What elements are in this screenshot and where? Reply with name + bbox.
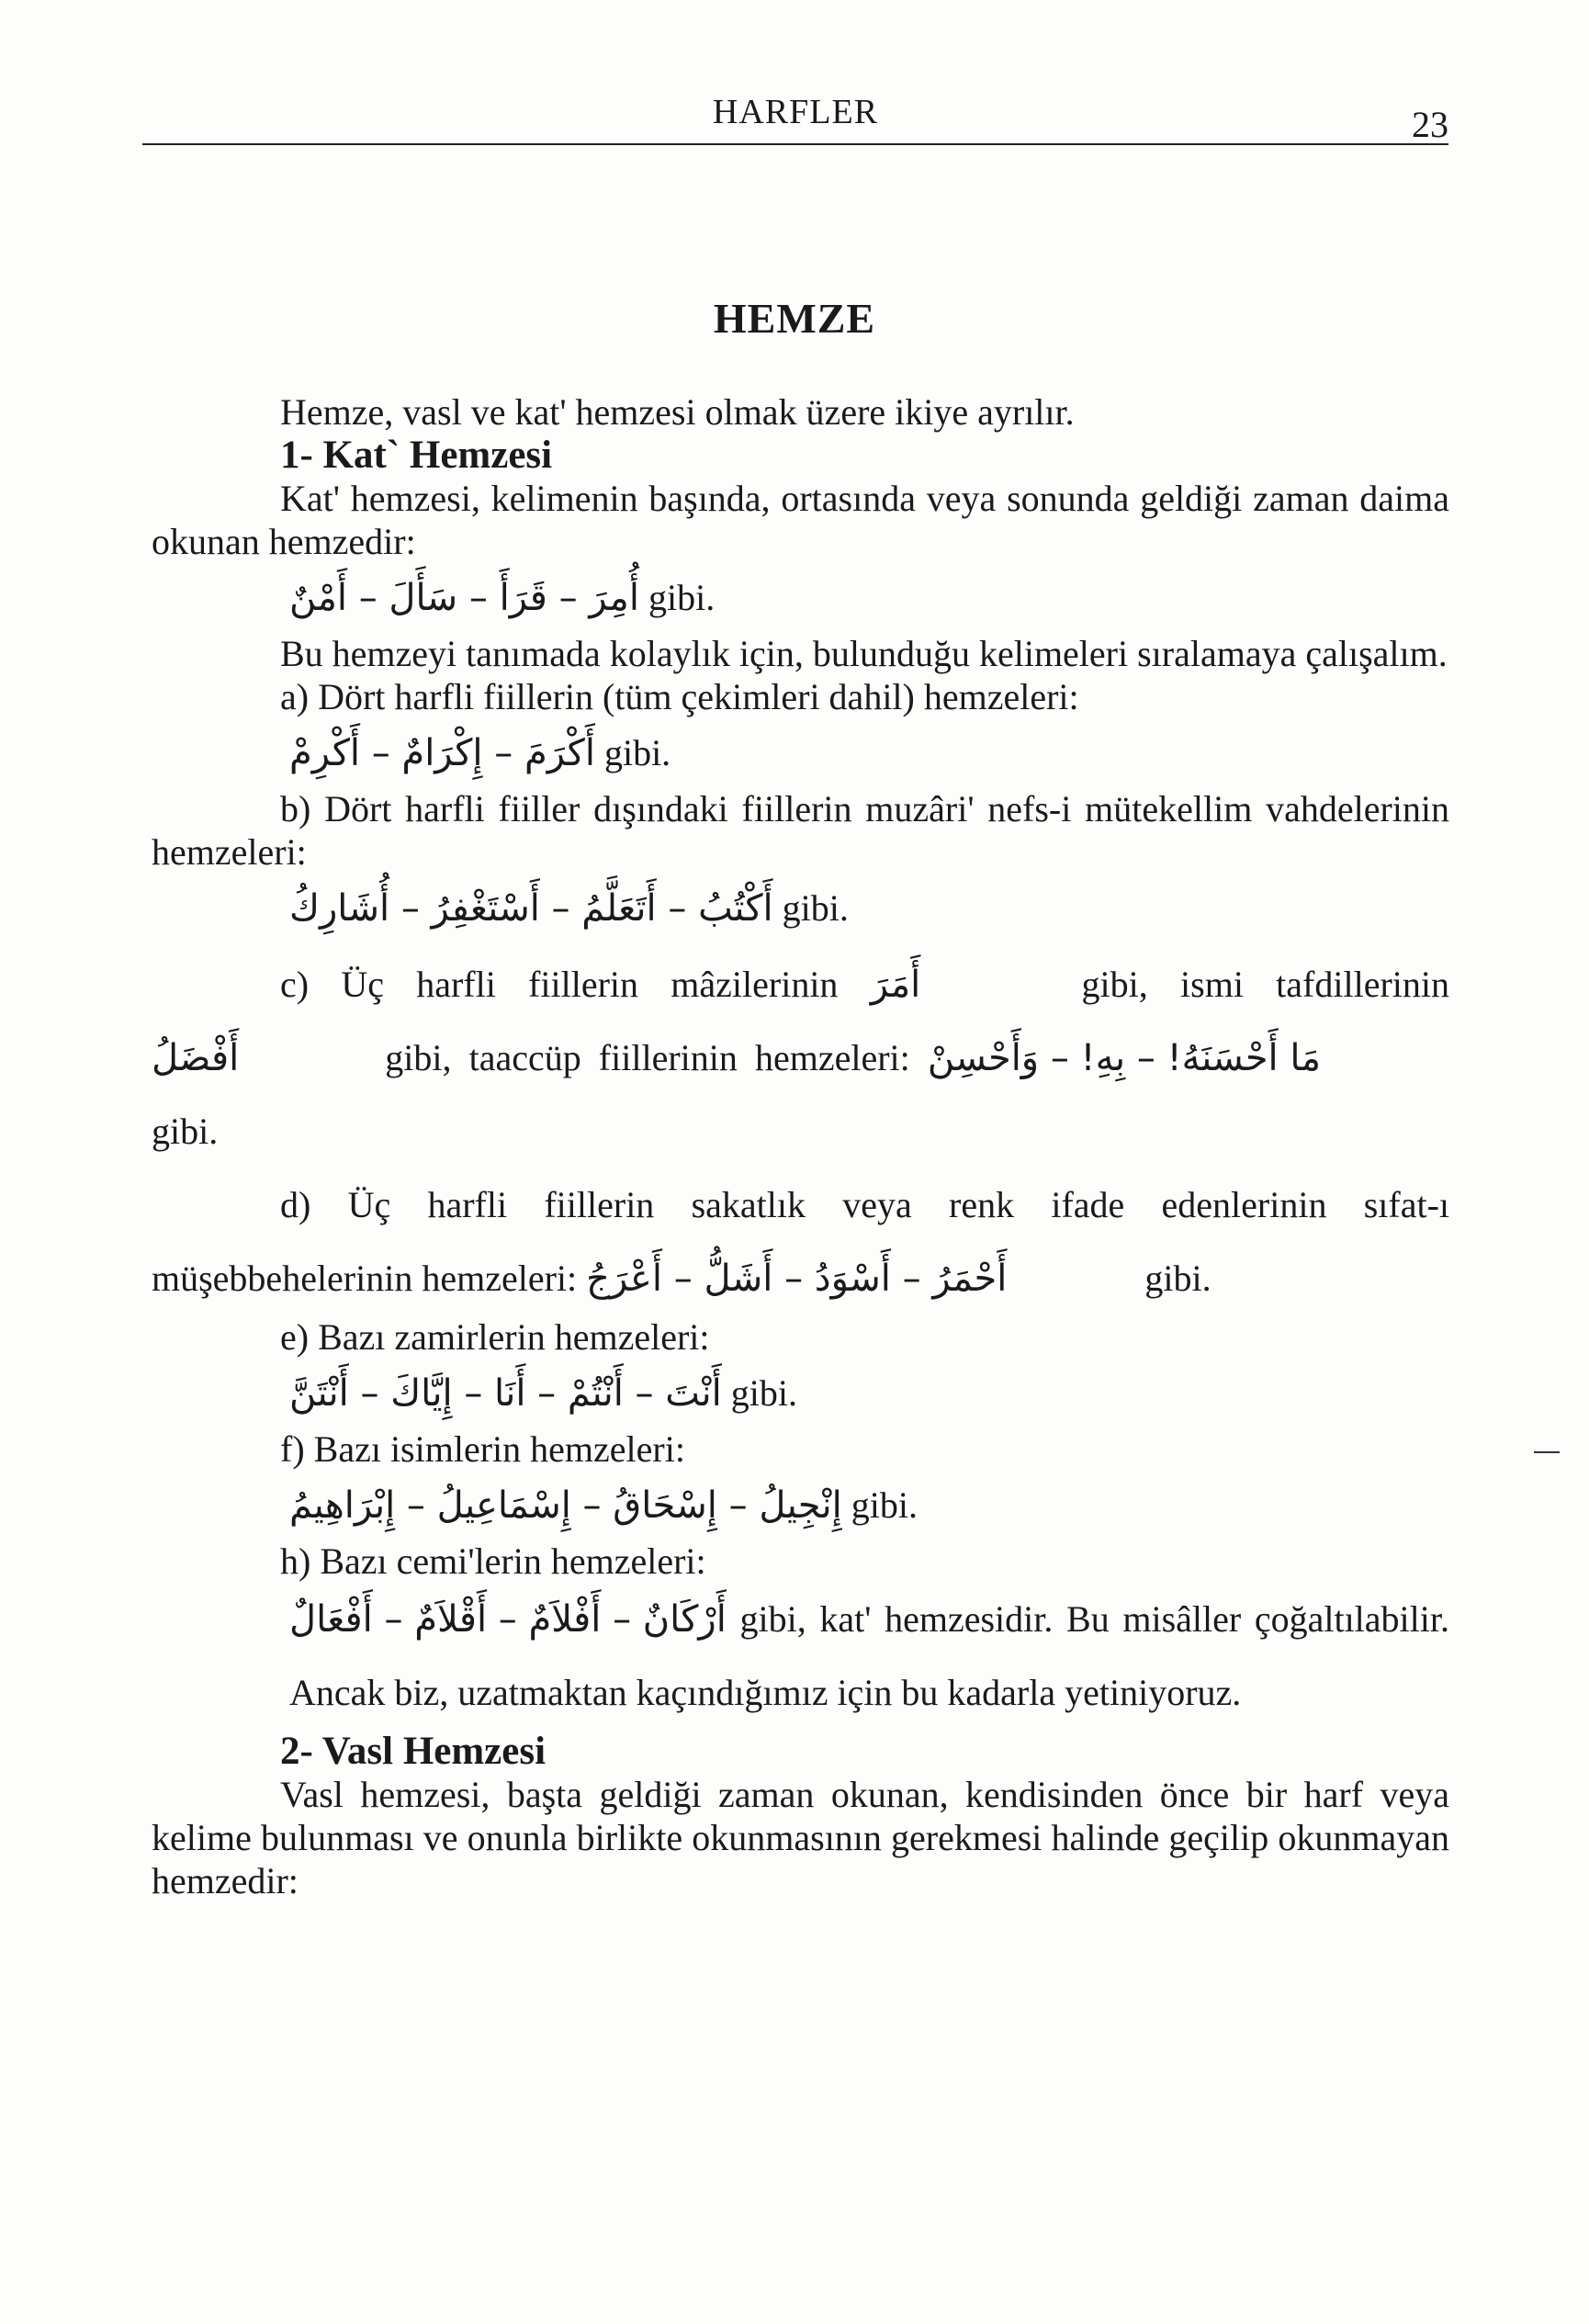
item-c-text-3: gibi, taaccüp fiillerinin hemzeleri:	[385, 1037, 910, 1078]
section-title: HEMZE	[713, 295, 876, 342]
arabic-example-c1: أَمَرَ	[870, 964, 921, 1006]
item-a-example	[152, 718, 1449, 787]
item-c-text-2: gibi, ismi tafdillerinin	[1081, 964, 1449, 1005]
item-c-paragraph	[152, 948, 1449, 1168]
arabic-example-b: أَكْتُبُ – أَتَعَلَّمُ – أَسْتَغْفِرُ – أُشَارِكُ	[289, 887, 773, 930]
arabic-example-e: أَنْتَ – أَنْتُمْ – أَنَا – إِيَّاكَ – أَنْتَنَّ	[289, 1372, 722, 1415]
item-e-example	[152, 1359, 1449, 1427]
item-e-text: e) Bazı zamirlerin hemzeleri:	[280, 1316, 710, 1358]
arabic-example-h: أَرْكَانٌ – أَفْلاَمٌ – أَقْلاَمٌ – أَفْعَالٌ	[289, 1598, 727, 1641]
item-f-example	[152, 1471, 1449, 1540]
example-line-1	[152, 563, 1449, 632]
page-number: 23	[1412, 104, 1448, 145]
item-a-text: a) Dört harfli fiillerin (tüm çekimleri dahil) hemzeleri:	[280, 676, 1079, 717]
arabic-example-a: أَكْرَمَ – إِكْرَامٌ – أَكْرِمْ	[289, 732, 595, 774]
arabic-example-f: إِنْجِيلُ – إِسْحَاقُ – إِسْمَاعِيلُ – إِبْرَاهِيمُ	[289, 1484, 842, 1527]
kat-note: Bu hemzeyi tanımada kolaylık için, bulunduğu kelimeleri sıralamaya çalışalım.	[280, 633, 1448, 674]
arabic-example-d: أَحْمَرُ – أَسْوَدُ – أَشَلُّ – أَعْرَجُ	[586, 1258, 1008, 1300]
item-h-tail: gibi, kat' hemzesidir. Bu misâller çoğaltılabilir. Ancak biz, uzatmaktan kaçındığımız için bu kadarla yetiniyoruz.	[289, 1598, 1450, 1713]
kat-hemzesi-heading: 1- Kat` Hemzesi	[280, 434, 553, 477]
vasl-hemzesi-heading: 2- Vasl Hemzesi	[280, 1730, 547, 1773]
kat-definition: Kat' hemzesi, kelimenin başında, ortasında veya sonunda geldiği zaman daima okunan hemzedir:	[152, 478, 1449, 562]
intro-paragraph: Hemze, vasl ve kat' hemzesi olmak üzere ikiye ayrılır.	[280, 391, 1075, 433]
item-d-paragraph	[152, 1168, 1449, 1315]
item-d-text: d) Üç harfli fiillerin sakatlık veya renk ifade edenlerinin sıfat-ı müşebbehelerinin hemzeleri:	[152, 1184, 1449, 1299]
arabic-example-c2: أَفْضَلُ	[152, 1037, 240, 1079]
gibi-label: gibi.	[648, 577, 716, 618]
item-c-text-1: c) Üç harfli fiillerin mâzilerinin	[280, 964, 839, 1005]
gibi-label: gibi.	[1144, 1258, 1211, 1299]
item-f-text: f) Bazı isimlerin hemzeleri:	[280, 1428, 685, 1470]
item-h-paragraph	[152, 1583, 1449, 1730]
vasl-definition: Vasl hemzesi, başta geldiği zaman okunan, kendisinden önce bir harf veya kelime bulunması ve onunla birlikte okunmasının gerekmesi halinde geçilip okunmayan hemzedir:	[152, 1774, 1449, 1901]
body-text	[152, 390, 1449, 1902]
gibi-label: gibi.	[730, 1372, 798, 1414]
gibi-label: gibi.	[782, 887, 849, 929]
item-h-text: h) Bazı cemi'lerin hemzeleri:	[280, 1540, 706, 1582]
item-b-text: b) Dört harfli fiiller dışındaki fiillerin muzâri' nefs-i mütekellim vahdelerinin hemzeleri:	[152, 788, 1449, 873]
arabic-example-c3: مَا أَحْسَنَهُ! – بِهِ! – وَأَحْسِنْ	[927, 1037, 1321, 1079]
gibi-label: gibi.	[603, 732, 671, 773]
gibi-label: gibi.	[851, 1484, 918, 1526]
margin-dash	[1534, 1451, 1560, 1453]
item-b-example	[152, 874, 1449, 942]
running-header	[142, 92, 1448, 145]
gibi-label: gibi.	[152, 1111, 219, 1152]
arabic-example-1: أُمِرَ – قَرَأَ – سَأَلَ – أَمْنٌ	[289, 577, 639, 619]
running-title: HARFLER	[712, 93, 879, 131]
